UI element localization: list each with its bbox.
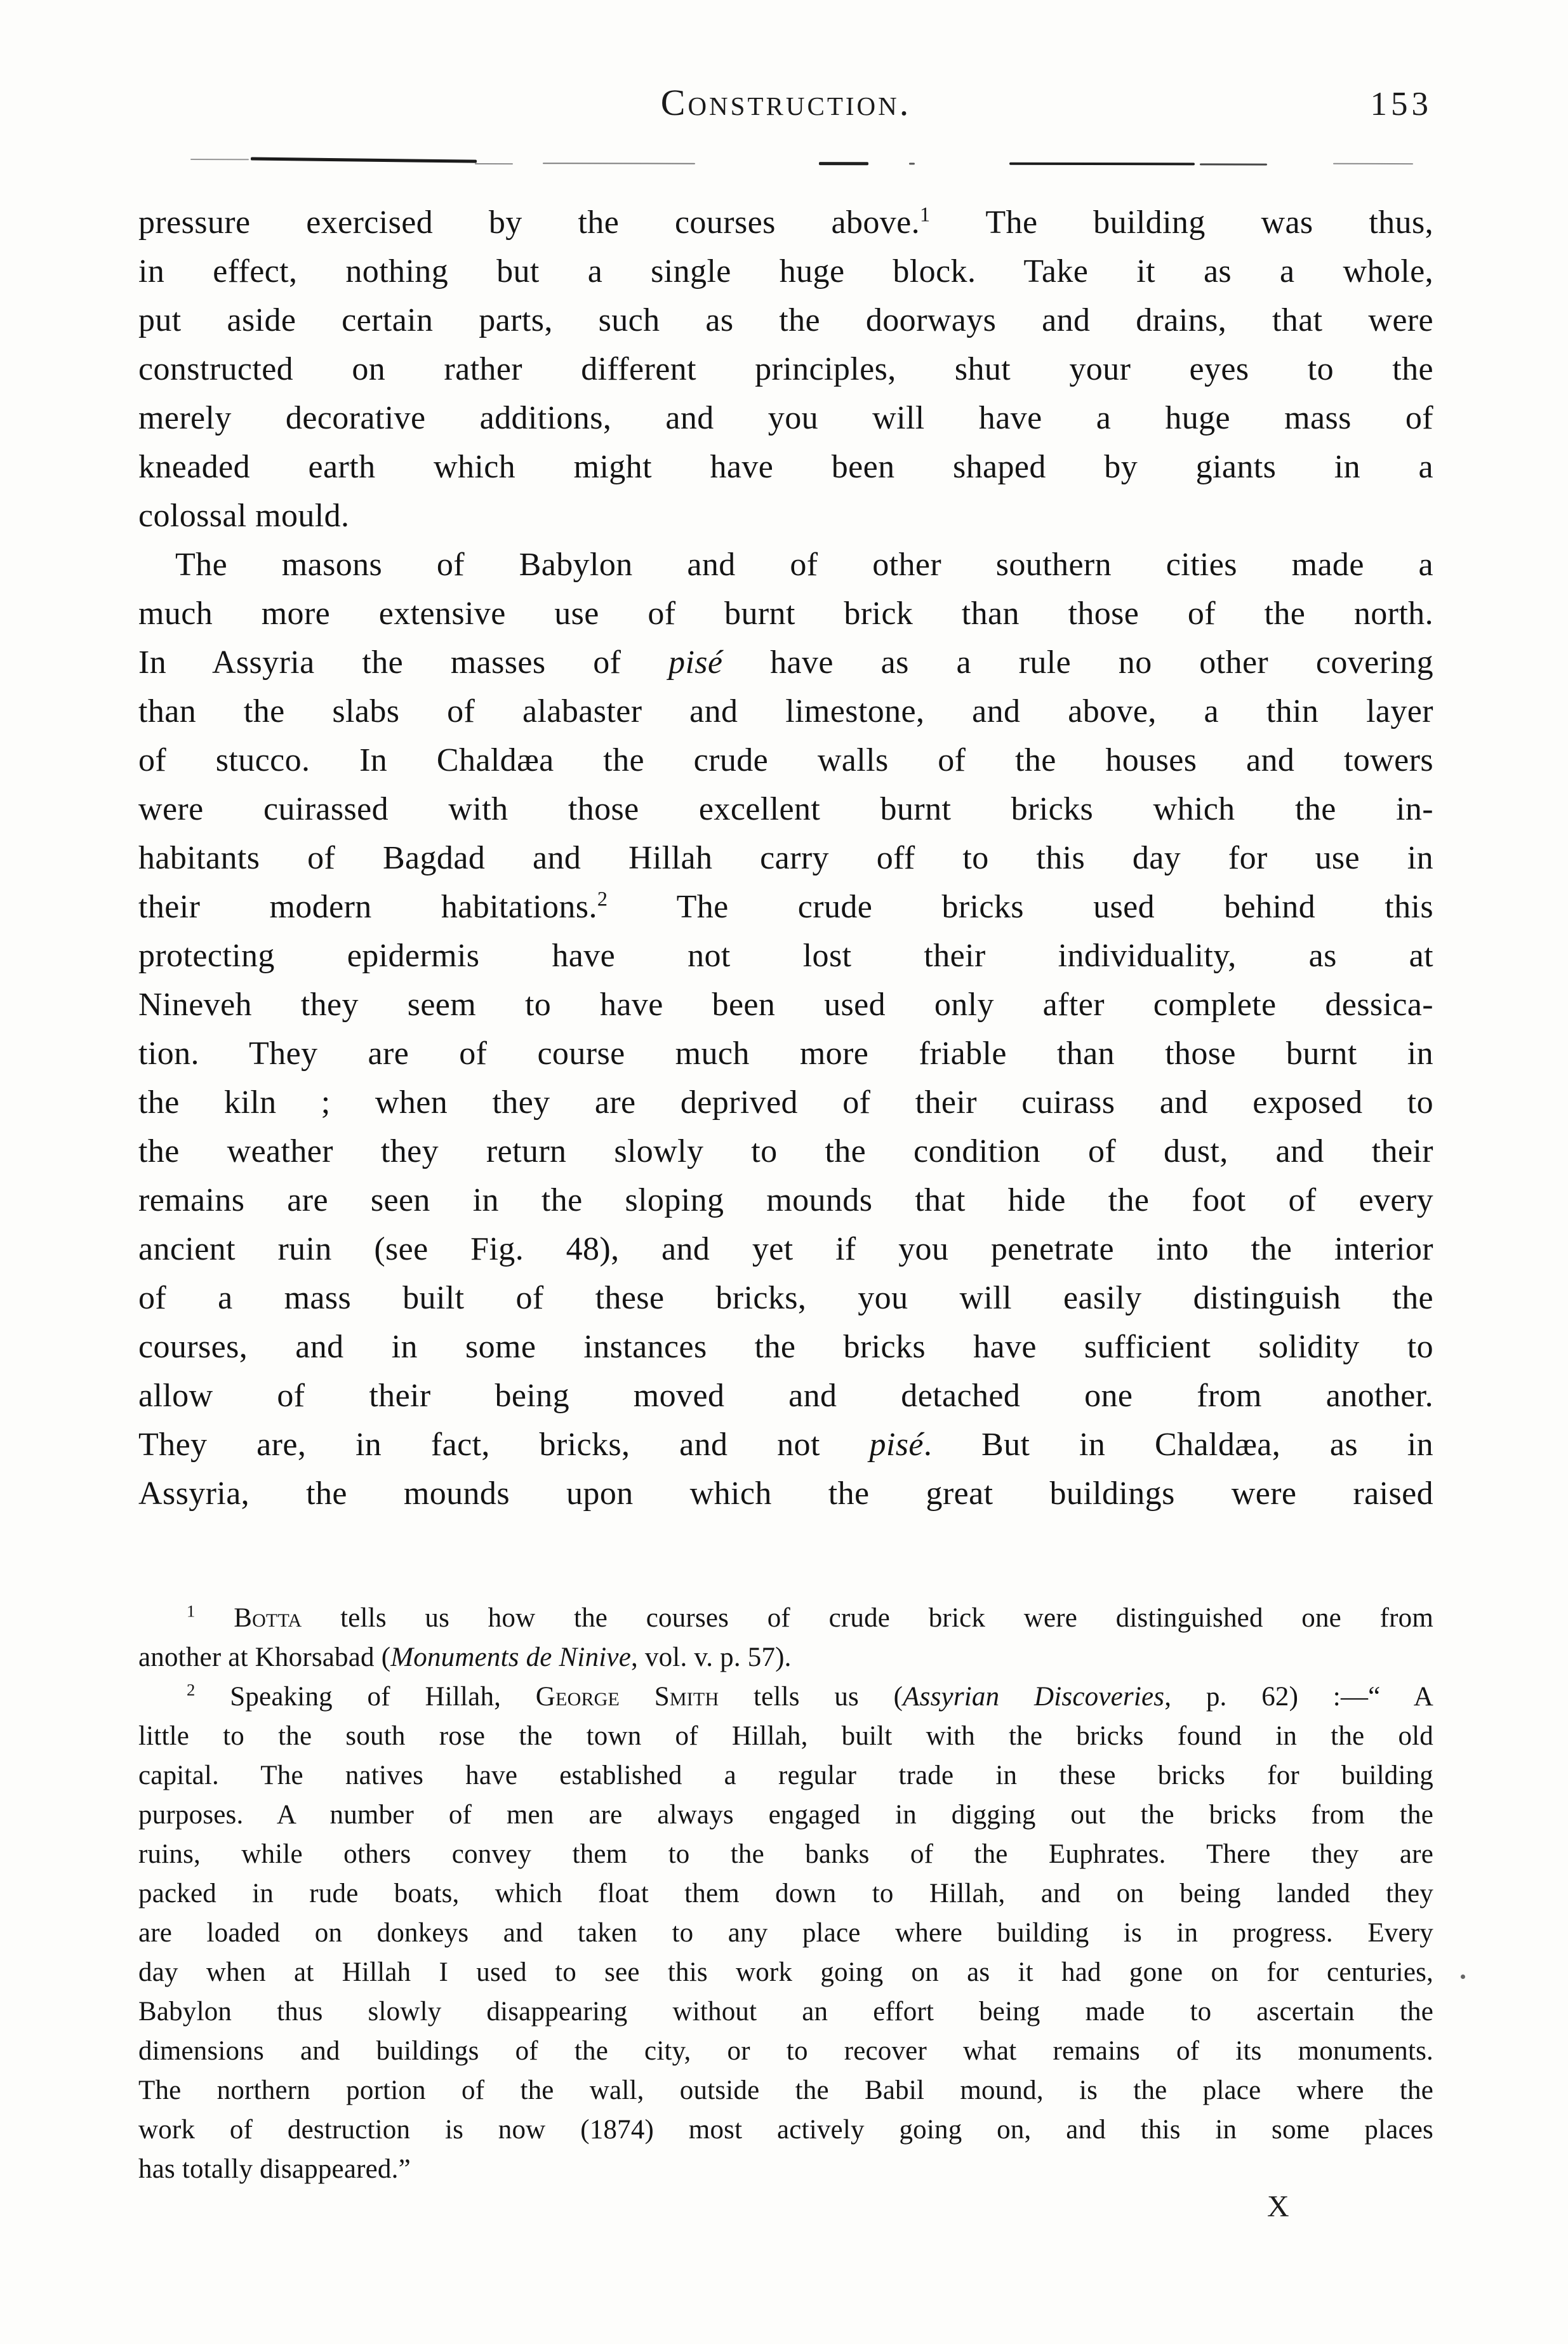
text-line	[138, 394, 1433, 443]
text-run: put aside certain parts, such as the doorways and drains, that were	[138, 302, 1433, 338]
text-run: kneaded earth which might have been shaped by giants in a	[138, 449, 1433, 485]
italic-text: Monuments de Ninive	[390, 1642, 631, 1672]
text-line	[138, 687, 1433, 736]
rule-segment	[1333, 163, 1413, 164]
rule-segment	[1009, 163, 1195, 166]
text-line	[138, 1225, 1433, 1274]
text-run	[196, 1603, 234, 1633]
text-line	[138, 589, 1433, 638]
text-line	[138, 1677, 1433, 1717]
smallcaps-name: Botta	[234, 1603, 302, 1633]
text-line	[138, 198, 1433, 247]
italic-text: pisé	[668, 644, 723, 681]
rule-segment	[190, 159, 249, 160]
text-run: the kiln ; when they are deprived of their cuirass and exposed to	[138, 1084, 1433, 1121]
text-run: protecting epidermis have not lost their individuality, as at	[138, 938, 1433, 974]
text-run: ruins, while others convey them to the banks of the Euphrates. There they are	[138, 1839, 1433, 1869]
text-run: of a mass built of these bricks, you will easily distinguish the	[138, 1280, 1433, 1316]
text-line	[138, 296, 1433, 345]
text-run: , vol. v. p. 57).	[631, 1642, 792, 1672]
text-run: has totally disappeared.”	[138, 2154, 411, 2184]
italic-text: pisé	[869, 1427, 924, 1463]
text-line	[138, 1835, 1433, 1874]
text-run: tells us how the courses of crude brick were distinguished one from	[302, 1603, 1433, 1633]
text-run: constructed on rather different principles, shut your eyes to the	[138, 351, 1433, 387]
text-run: were cuirassed with those excellent burnt bricks which the in-	[138, 791, 1433, 827]
text-line	[138, 882, 1433, 931]
page-header	[138, 81, 1433, 138]
rule-segment	[475, 163, 513, 164]
text-run: packed in rude boats, which float them down to Hillah, and on being landed they	[138, 1879, 1433, 1908]
footnote-marker: 2	[597, 887, 608, 910]
text-line	[138, 1029, 1433, 1078]
text-run: little to the south rose the town of Hillah, built with the bricks found in the old	[138, 1721, 1433, 1751]
rule-segment	[543, 163, 695, 164]
text-run: tion. They are of course much more friable than those burnt in	[138, 1035, 1433, 1072]
text-line	[138, 1078, 1433, 1127]
text-run: have as a rule no other covering	[722, 644, 1433, 681]
text-line	[138, 785, 1433, 834]
text-run: remains are seen in the sloping mounds that hide the foot of every	[138, 1182, 1433, 1218]
text-line	[138, 1717, 1433, 1756]
page-number: 153	[1370, 86, 1432, 123]
text-line	[138, 345, 1433, 394]
text-line	[138, 540, 1433, 589]
text-line	[138, 2032, 1433, 2071]
text-run: . But in Chaldæa, as in	[923, 1427, 1433, 1463]
footnote-2	[138, 1677, 1433, 2189]
text-run: their modern habitations.	[138, 889, 597, 925]
text-line	[138, 1274, 1433, 1322]
footnote-marker: 1	[920, 203, 931, 226]
text-run: habitants of Bagdad and Hillah carry off to this day for use in	[138, 840, 1433, 876]
text-line	[138, 1371, 1433, 1420]
text-run: pressure exercised by the courses above.	[138, 204, 920, 241]
running-title: Construction.	[660, 82, 912, 123]
text-line	[138, 1127, 1433, 1176]
text-line	[138, 443, 1433, 491]
header-rule	[138, 156, 1433, 170]
text-line	[138, 491, 1433, 540]
text-line	[138, 1992, 1433, 2032]
text-run: merely decorative additions, and you will have a huge mass of	[138, 400, 1433, 436]
text-run: Babylon thus slowly disappearing without an effort being made to ascertain the	[138, 1997, 1433, 2027]
text-line	[138, 247, 1433, 296]
paragraph-2	[138, 540, 1433, 1518]
text-run: Nineveh they seem to have been used only after complete dessica-	[138, 987, 1433, 1023]
text-run: another at Khorsabad (	[138, 1642, 391, 1672]
text-run: tells us (	[719, 1682, 903, 1712]
text-run: Speaking of Hillah,	[195, 1682, 536, 1712]
footnote-marker: 2	[187, 1680, 196, 1700]
text-line	[138, 2110, 1433, 2150]
text-line	[138, 1795, 1433, 1835]
text-run: They are, in fact, bricks, and not	[138, 1427, 870, 1463]
text-line	[138, 1953, 1433, 1992]
text-run: much more extensive use of burnt brick than those of the north.	[138, 596, 1433, 632]
text-line	[138, 1914, 1433, 1953]
text-line	[138, 1756, 1433, 1795]
text-run: are loaded on donkeys and taken to any place where building is in progress. Every	[138, 1918, 1433, 1948]
text-line	[138, 1638, 1433, 1677]
text-run: The masons of Babylon and of other southern cities made a	[175, 547, 1433, 583]
text-line	[138, 1176, 1433, 1225]
text-run: capital. The natives have established a regular trade in these bricks for building	[138, 1761, 1433, 1790]
text-run: day when at Hillah I used to see this work going on as it had gone on for centuries,	[138, 1957, 1433, 1987]
smallcaps-name: George Smith	[535, 1682, 719, 1712]
text-run: courses, and in some instances the bricks have sufficient solidity to	[138, 1329, 1433, 1365]
rule-segment	[1200, 163, 1267, 165]
text-line	[138, 1420, 1433, 1469]
rule-segment	[819, 162, 868, 165]
footnotes	[138, 1599, 1433, 2189]
text-run: dimensions and buildings of the city, or to recover what remains of its monuments.	[138, 2036, 1433, 2066]
body-text	[138, 198, 1433, 1518]
text-run: in effect, nothing but a single huge block. Take it as a whole,	[138, 253, 1433, 290]
text-run: , p. 62) :—“ A	[1164, 1682, 1434, 1712]
text-line	[138, 931, 1433, 980]
rule-segment	[909, 163, 915, 164]
text-run: In Assyria the masses of	[138, 644, 669, 681]
footnote-1	[138, 1599, 1433, 1677]
text-line	[138, 980, 1433, 1029]
text-line	[138, 2150, 1433, 2189]
footnote-marker: 1	[187, 1601, 196, 1621]
text-line	[138, 834, 1433, 882]
text-run: The northern portion of the wall, outside the Babil mound, is the place where the	[138, 2075, 1433, 2105]
signature-mark: X	[1267, 2190, 1289, 2223]
text-run: work of destruction is now (1874) most actively going on, and this in some places	[138, 2115, 1433, 2145]
text-run: The crude bricks used behind this	[608, 889, 1433, 925]
text-line	[138, 736, 1433, 785]
text-line	[138, 1874, 1433, 1914]
scan-speck	[1461, 1974, 1465, 1979]
text-run: purposes. A number of men are always engaged in digging out the bricks from the	[138, 1800, 1433, 1830]
text-line	[138, 1599, 1433, 1638]
text-run: of stucco. In Chaldæa the crude walls of the houses and towers	[138, 742, 1433, 778]
text-line	[138, 1469, 1433, 1518]
text-run: colossal mould.	[138, 498, 350, 534]
text-run: the weather they return slowly to the condition of dust, and their	[138, 1133, 1433, 1169]
text-run: ancient ruin (see Fig. 48), and yet if you penetrate into the interior	[138, 1231, 1433, 1267]
paragraph-1	[138, 198, 1433, 540]
text-run: allow of their being moved and detached one from another.	[138, 1378, 1433, 1414]
text-run: than the slabs of alabaster and limestone, and above, a thin layer	[138, 693, 1433, 729]
text-line	[138, 2071, 1433, 2110]
rule-segment	[251, 157, 477, 163]
text-run: Assyria, the mounds upon which the great buildings were raised	[138, 1475, 1433, 1512]
text-line	[138, 1322, 1433, 1371]
text-line	[138, 638, 1433, 687]
text-run: The building was thus,	[930, 204, 1433, 241]
italic-text: Assyrian Discoveries	[903, 1682, 1165, 1712]
